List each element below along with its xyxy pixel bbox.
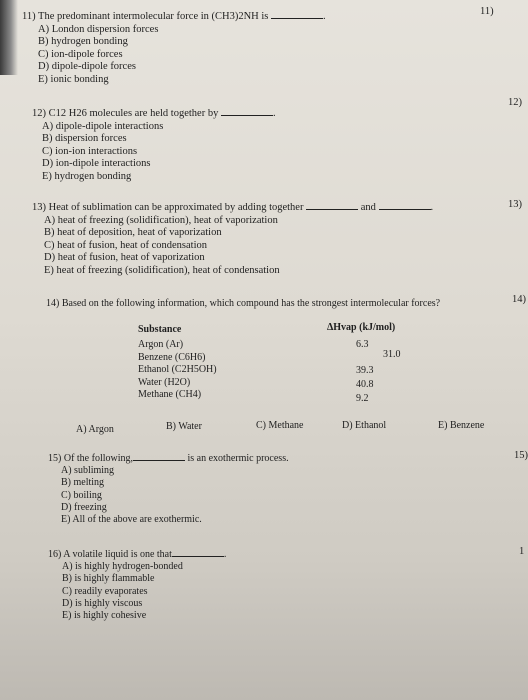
table-cell-value: 9.2 — [356, 393, 369, 404]
option-b: B) heat of deposition, heat of vaporization — [44, 227, 222, 239]
question-stem-post: is an exothermic process. — [187, 453, 289, 464]
question-stem: Based on the following information, which compound has the strongest intermolecular forces? — [61, 298, 441, 309]
table-cell-substance: Water (H2O) — [138, 376, 191, 388]
margin-number-13: 13) — [508, 199, 522, 210]
question-15 — [48, 452, 289, 526]
answer-blank — [221, 107, 273, 116]
option-e: E) heat of freezing (solidification), heat of condensation — [44, 264, 280, 276]
option-e: E) is highly cohesive — [62, 610, 147, 622]
question-number: 16) — [48, 549, 62, 560]
option-c: C) ion-ion interactions — [42, 145, 138, 157]
answer-blank — [379, 201, 431, 210]
option-e: E) All of the above are exothermic. — [61, 514, 202, 526]
question-14 — [46, 298, 440, 311]
option-c: C) boiling — [61, 489, 102, 501]
question-16: 16) A volatile liquid is one that . A) is highly hydrogen-bonded B) is highly flammable C) readily evaporates D) is highly viscous E) is highly cohesive — [48, 549, 227, 622]
answer-blank — [271, 10, 323, 19]
stem-and: and — [360, 202, 376, 213]
option-a: A) Argon — [76, 424, 114, 435]
option-e: E) Benzene — [438, 420, 485, 431]
option-e: E) ionic bonding — [38, 73, 109, 85]
table-header-value: ΔHvap (kJ/mol) — [327, 322, 396, 333]
table-cell-value: 40.8 — [356, 379, 374, 390]
question-stem: C12 H26 molecules are held together by — [48, 108, 219, 119]
option-b: B) hydrogen bonding — [38, 36, 128, 48]
page-edge-shadow — [0, 0, 18, 75]
question-number: 12) — [32, 108, 46, 119]
option-a: A) dipole-dipole interactions — [42, 120, 164, 132]
table-cell-substance: Argon (Ar) — [138, 339, 184, 351]
option-b: B) is highly flammable — [62, 573, 155, 585]
option-b: B) melting — [61, 477, 105, 489]
table-cell-substance: Methane (CH4) — [138, 389, 202, 401]
table-header-substance: Substance — [138, 324, 182, 335]
option-a: A) is highly hydrogen-bonded — [62, 561, 183, 573]
option-e: E) hydrogen bonding — [42, 170, 132, 182]
option-d: D) is highly viscous — [62, 597, 143, 609]
question-stem: Heat of sublimation can be approximated by adding together — [48, 202, 304, 213]
option-c: C) heat of fusion, heat of condensation — [44, 239, 207, 251]
margin-number-15: 15) — [514, 450, 528, 461]
question-number: 13) — [32, 202, 46, 213]
question-number: 15) — [48, 453, 62, 464]
question-stem: The predominant intermolecular force in (CH3)2NH is — [38, 11, 269, 22]
table-cell-substance: Benzene (C6H6) — [138, 351, 206, 363]
option-d: D) ion-dipole interactions — [42, 158, 151, 170]
margin-number-16: 1 — [519, 546, 525, 557]
option-b: B) Water — [166, 421, 202, 432]
question-number: 11) — [22, 11, 36, 22]
table-cell-value: 39.3 — [356, 365, 374, 376]
option-a: A) London dispersion forces — [38, 23, 159, 35]
table-cell-value: 6.3 — [356, 339, 369, 350]
option-c: C) readily evaporates — [62, 585, 148, 597]
margin-number-14: 14) — [512, 294, 526, 305]
question-12: 12) C12 H26 molecules are held together by . A) dipole-dipole interactions B) dispersion forces C) ion-ion interactions D) ion-dipole interactions E) hydrogen bonding — [32, 108, 276, 182]
option-d: D) dipole-dipole forces — [38, 61, 136, 73]
question-11: 11) The predominant intermolecular force in (CH3)2NH is . A) London dispersion forces B) hydrogen bonding C) ion-dipole forces D) dipole-dipole forces E) ionic bonding — [22, 11, 326, 85]
option-c: C) Methane — [256, 420, 304, 431]
option-a: A) heat of freezing (solidification), heat of vaporization — [44, 214, 278, 226]
answer-blank — [172, 548, 224, 557]
substance-column — [138, 324, 217, 401]
question-stem: A volatile liquid is one that — [63, 549, 172, 560]
option-d: D) freezing — [61, 501, 107, 513]
option-a: A) subliming — [61, 465, 115, 477]
table-cell-substance: Ethanol (C2H5OH) — [138, 364, 217, 376]
option-d: D) heat of fusion, heat of vaporization — [44, 252, 205, 264]
option-d: D) Ethanol — [342, 420, 387, 431]
margin-number-12: 12) — [508, 97, 522, 108]
margin-number-11: 11) — [480, 6, 494, 17]
question-stem-pre: Of the following, — [63, 453, 133, 464]
question-number: 14) — [46, 298, 60, 309]
question-13: 13) Heat of sublimation can be approximated by adding together and . A) heat of freezing (solidification), heat of vaporization B) heat of deposition, heat of vaporization C) heat of fusion, heat of condensation D) heat of fusion, heat of vaporization E) heat of freezing (solidification), heat of condensation — [32, 202, 434, 276]
option-c: C) ion-dipole forces — [38, 48, 123, 60]
answer-blank — [133, 452, 185, 461]
option-b: B) dispersion forces — [42, 133, 127, 145]
answer-blank — [306, 201, 358, 210]
table-cell-value: 31.0 — [383, 349, 401, 360]
